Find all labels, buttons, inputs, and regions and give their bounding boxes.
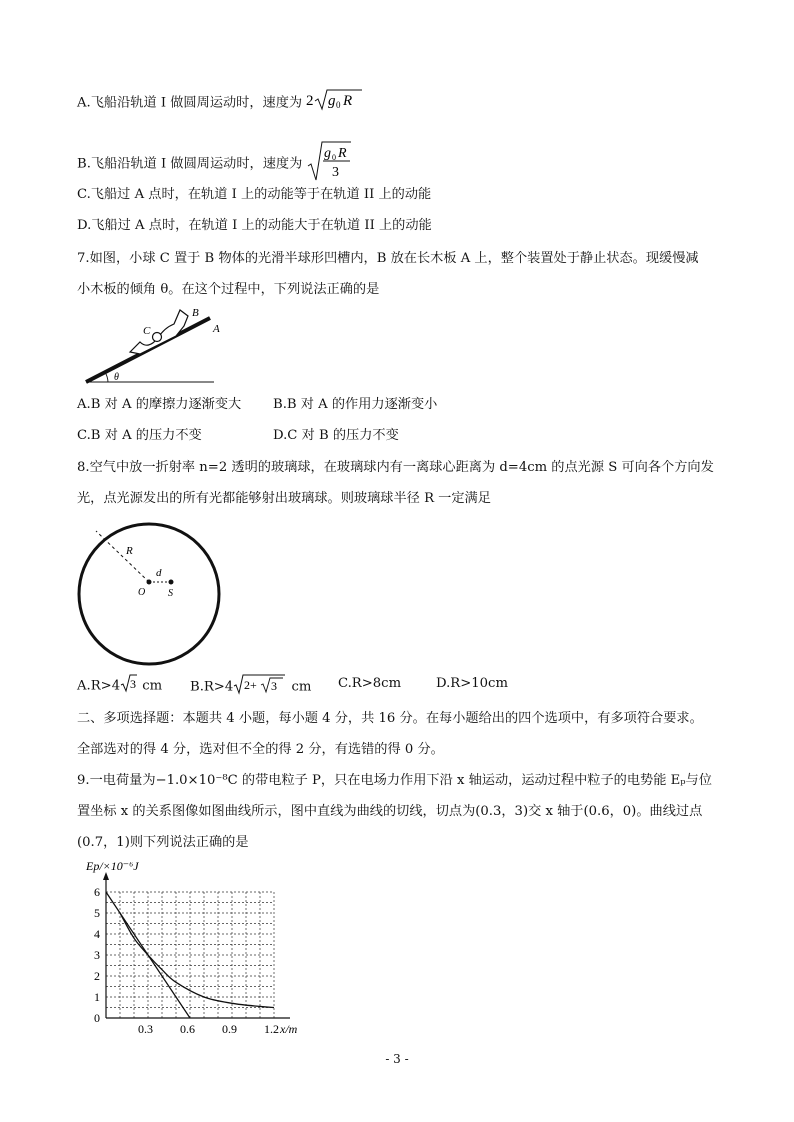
label-o: O — [138, 587, 146, 598]
q7-incline-figure — [80, 302, 220, 388]
q9-stem-line2: 置坐标 x 的关系图像如图曲线所示，图中直线为曲线的切线，切点为(0.3，3)交 x 轴于(0.6，0)。曲线过点 — [77, 804, 703, 819]
q6-option-a-text: A.飞船沿轨道 I 做圆周运动时，速度为 — [77, 95, 303, 111]
q6-option-d: D.飞船过 A 点时，在轨道 I 上的动能大于在轨道 II 上的动能 — [77, 218, 432, 233]
section2-instructions-line2: 全部选对的得 4 分，选对但不全的得 2 分，有选错的得 0 分。 — [77, 742, 444, 757]
q6-option-b — [77, 140, 353, 188]
ball-c — [153, 333, 162, 342]
q7-stem-line2: 小木板的倾角 θ。在这个过程中，下列说法正确的是 — [77, 282, 380, 297]
center-o — [147, 580, 152, 585]
label-c: C — [143, 325, 151, 337]
q7-option-c: C.B 对 A 的压力不变 — [77, 428, 202, 443]
svg-text:R: R — [343, 93, 353, 109]
q6-option-c: C.飞船过 A 点时，在轨道 I 上的动能等于在轨道 II 上的动能 — [77, 187, 432, 202]
q8-option-d: D.R>10cm — [436, 676, 508, 691]
q8-option-a-rad: 3 — [130, 677, 137, 691]
sqrt-icon — [233, 673, 287, 701]
q6-option-b-text: B.飞船沿轨道 I 做圆周运动时，速度为 — [77, 156, 303, 172]
svg-text:R: R — [337, 146, 347, 161]
section2-instructions-line1: 二、多项选择题：本题共 4 小题，每小题 4 分，共 16 分。在每小题给出的四个选项中，有多项符合要求。 — [77, 711, 703, 726]
q8-option-a — [77, 673, 162, 699]
x-tick-label: 0.3 — [138, 1022, 153, 1036]
q8-option-b-rad: 2+ — [244, 678, 258, 692]
q8-option-b-pre: B.R>4 — [190, 679, 234, 695]
y-tick-label: 0 — [94, 1011, 100, 1025]
q9-stem-line3: (0.7，1)则下列说法正确的是 — [77, 835, 249, 850]
q8-sphere-figure — [76, 520, 226, 670]
label-r: R — [126, 545, 133, 557]
q7-option-d: D.C 对 B 的压力不变 — [273, 428, 399, 443]
svg-text:g: g — [328, 93, 336, 109]
y-tick-label: 6 — [94, 885, 100, 899]
q8-option-b-post: cm — [287, 679, 312, 695]
y-tick-label: 5 — [94, 906, 100, 920]
q6-option-a — [77, 88, 364, 118]
svg-text:3: 3 — [331, 165, 339, 180]
q9-ep-chart — [70, 862, 350, 1040]
y-axis-arrow-icon — [103, 872, 109, 880]
x-tick-label: 1.2 — [264, 1022, 279, 1036]
label-b: B — [192, 307, 199, 319]
q8-option-c: C.R>8cm — [338, 676, 402, 691]
x-axis-label: x/m — [280, 1022, 298, 1036]
point-source-s — [169, 580, 174, 585]
label-d: d — [156, 567, 162, 579]
x-tick-label: 0.9 — [222, 1022, 237, 1036]
glass-sphere — [79, 524, 219, 664]
ep-curve — [120, 913, 274, 1008]
svg-text:2: 2 — [306, 93, 314, 109]
q7-option-a: A.B 对 A 的摩擦力逐渐变大 — [77, 397, 242, 412]
q8-stem-line2: 光，点光源发出的所有光都能够射出玻璃球。则玻璃球半径 R 一定满足 — [77, 491, 491, 506]
q6-option-a-formula — [306, 88, 364, 118]
q9-stem-line1: 9.一电荷量为−1.0×10⁻⁸C 的带电粒子 P，只在电场力作用下沿 x 轴运动，运动过程中粒子的电势能 Eₚ与位 — [77, 773, 712, 788]
y-tick-label: 4 — [94, 927, 100, 941]
svg-text:g: g — [323, 146, 331, 161]
q8-option-a-post: cm — [138, 678, 163, 694]
q8-stem-line1: 8.空气中放一折射率 n=2 透明的玻璃球，在玻璃球内有一离球心距离为 d=4cm 的点光源 S 可向各个方向发 — [77, 460, 714, 475]
y-tick-label: 2 — [94, 969, 100, 983]
block-b — [130, 310, 188, 354]
x-tick-label: 0.6 — [180, 1022, 195, 1036]
label-s: S — [168, 588, 173, 599]
q6-option-b-formula — [307, 140, 353, 188]
page-number: - 3 - — [385, 1052, 409, 1066]
svg-text:0: 0 — [331, 153, 336, 162]
label-a: A — [213, 323, 220, 335]
q7-option-b: B.B 对 A 的作用力逐渐变小 — [273, 397, 438, 412]
y-axis-label: Ep/×10⁻⁶J — [86, 862, 139, 873]
q8-option-b-rad2: 3 — [271, 679, 278, 693]
q8-option-b — [190, 673, 311, 701]
sqrt-icon — [120, 673, 138, 699]
q7-stem-line1: 7.如图，小球 C 置于 B 物体的光滑半球形凹槽内，B 放在长木板 A 上，整个装置处于静止状态。现缓慢减 — [77, 251, 699, 266]
q8-option-a-pre: A.R>4 — [77, 678, 121, 694]
label-theta: θ — [114, 372, 119, 383]
y-tick-label: 3 — [94, 948, 100, 962]
svg-text:0: 0 — [336, 100, 341, 110]
y-tick-label: 1 — [94, 990, 100, 1004]
